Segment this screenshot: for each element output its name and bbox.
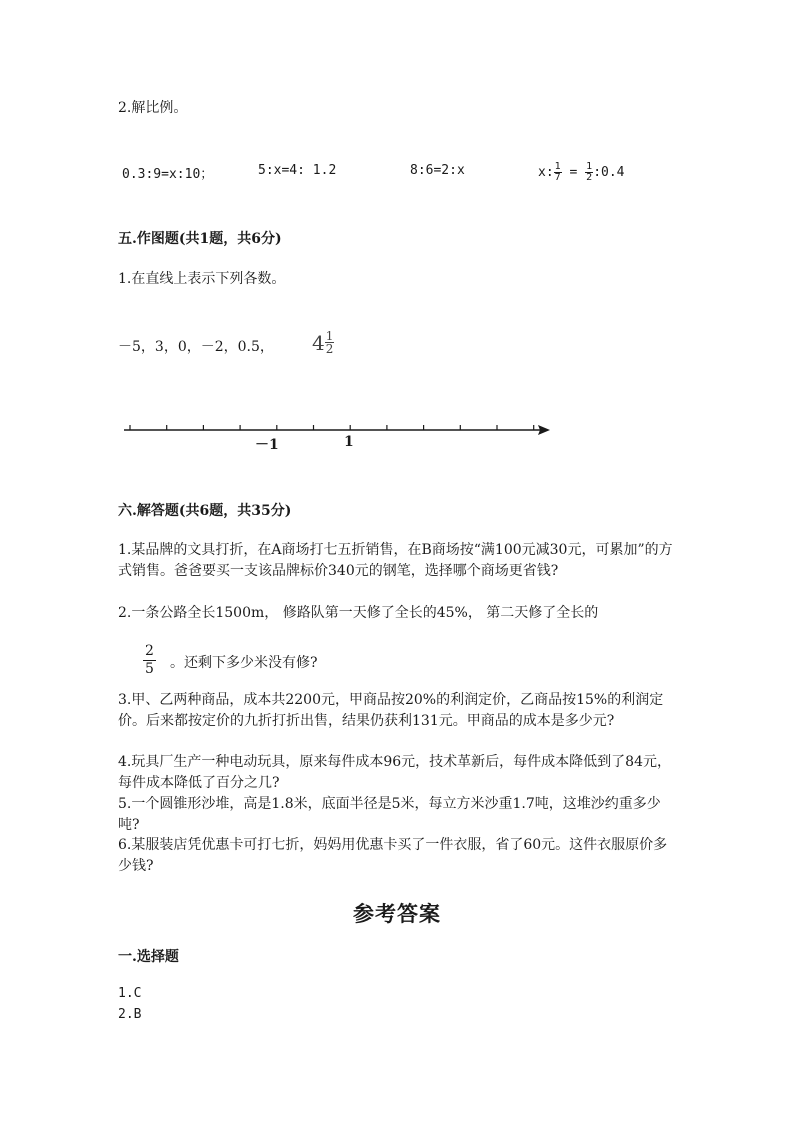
eq4-fraction-2 [585,162,593,183]
section-6-question-2-line-2: 。还剩下多少米没有修? [170,655,318,671]
eq4-fraction-1 [554,162,562,183]
section-6-question-3: 3.甲、乙两种商品，成本共2200元，甲商品按20%的利润定价，乙商品按15%的利润定价。后来都按定价的九折打折出售，结果仍获利131元。甲商品的成本是多少元? [118,692,664,729]
eq4-prefix: x: [538,164,554,180]
section-5-question-1: 1.在直线上表示下列各数。 [118,271,286,287]
eq4-fraction-1-denominator: 7 [554,171,561,183]
proportion-equation-1: 0.3:9=x:10； [122,167,214,182]
section-6-question-1: 1.某品牌的文具打折，在A商场打七五折销售，在B商场按“满100元减30元，可累加”的方式销售。爸爸要买一支该品牌标价340元的钢笔，选择哪个商场更省钱? [118,542,673,579]
section-6-question-6: 6.某服装店凭优惠卡可打七折，妈妈用优惠卡买了一件衣服，省了60元。这件衣服原价多少钱? [118,837,668,874]
eq4-equals: = [561,164,586,180]
eq4-fraction-2-numerator: 1 [586,160,593,172]
section-6-question-2-line-1: 2.一条公路全长1500m， 修路队第一天修了全长的45%， 第二天修了全长的 [118,605,599,621]
section-6-heading: 六.解答题(共6题，共35分) [118,503,292,519]
proportion-equation-3: 8:6=2:x [410,163,465,178]
proportion-equation-2: 5:x=4: 1.2 [258,163,337,178]
eq4-fraction-2-denominator: 2 [586,171,593,183]
question-2-fraction-numerator: 2 [145,643,154,659]
section-5-heading: 五.作图题(共1题，共6分) [118,231,282,247]
question-2-fraction [143,644,156,678]
proportion-equation-4 [538,156,625,188]
mixed-number-whole: 4 [312,330,325,355]
axis-label-negative-one: －1 [255,437,279,453]
number-line [118,418,558,458]
numbers-to-plot: －5，3，0，－2，0.5， [118,339,274,355]
mixed-number-four-and-half [312,330,334,355]
eq4-fraction-1-numerator: 1 [554,160,561,172]
mixed-number-fraction [325,330,335,355]
answers-title: 参考答案 [353,901,441,926]
answer-1: 1.C [118,986,142,1001]
question-2-fraction-denominator: 5 [145,661,154,678]
axis-label-positive-one: 1 [344,434,354,450]
section-6-question-5: 5.一个圆锥形沙堆，高是1.8米，底面半径是5米，每立方米沙重1.7吨，这堆沙约重多少吨? [118,796,661,833]
answer-2: 2.B [118,1007,142,1022]
mixed-number-denominator: 2 [325,342,334,356]
answers-section-1-heading: 一.选择题 [118,949,179,965]
proportion-question-title: 2.解比例。 [118,100,188,116]
mixed-number-numerator: 1 [325,329,334,343]
section-6-question-4: 4.玩具厂生产一种电动玩具，原来每件成本96元，技术革新后，每件成本降低到了84元，每件成本降低了百分之几? [118,754,671,791]
eq4-suffix: :0.4 [593,164,625,180]
